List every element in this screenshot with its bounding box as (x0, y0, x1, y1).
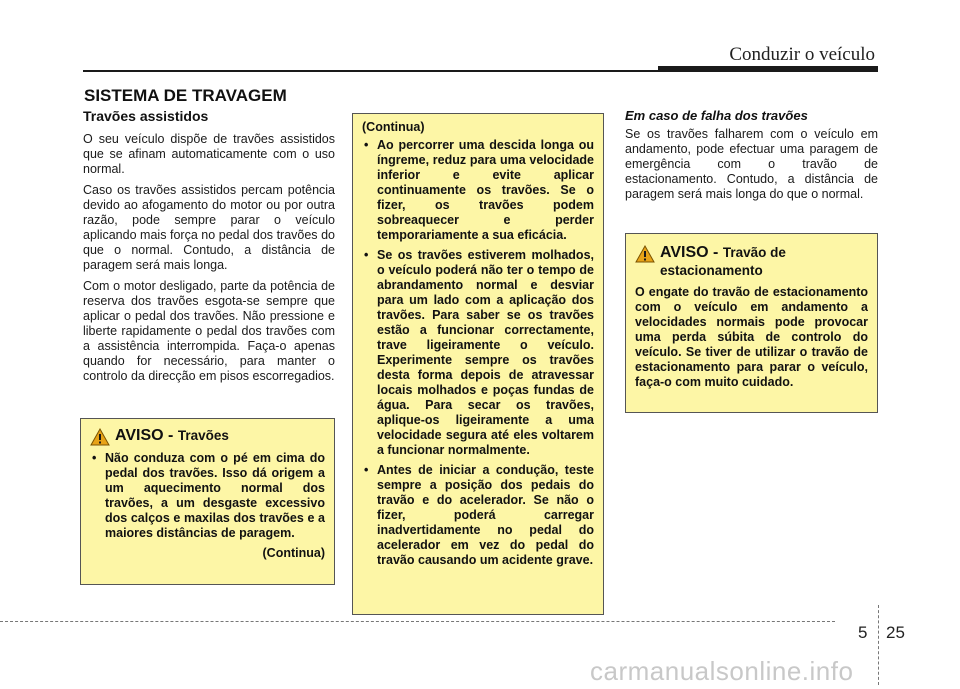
list-item: • Antes de iniciar a condução, teste sempre a posição dos pedais do travão e do acelerador. Se não o fizer, poderá carregar inadvertidamente no pedal do acelerador em vez do pedal do travão causando um acidente grave. (362, 463, 594, 568)
continua-label: (Continua) (262, 546, 325, 560)
warning-box-brakes (80, 418, 335, 585)
warning-keyword: AVISO - (115, 427, 174, 444)
column-right (625, 108, 878, 208)
warning-triangle-icon (90, 428, 110, 446)
warning-triangle-icon (635, 245, 655, 263)
section-title: SISTEMA DE TRAVAGEM (84, 86, 287, 105)
subsection-heading: Travões assistidos (83, 108, 209, 124)
warning-list (90, 451, 325, 541)
paragraph: Caso os travões assistidos percam potência devido ao afogamento do motor ou por outra razão, pode sempre parar o veículo aplicando mais força no pedal dos travões do que o normal. Contudo, a distância de paragem será mais longa. (83, 183, 335, 272)
warning-text: O engate do travão de estacionamento com o veículo em andamento a velocidades normais pode provocar uma perda súbita de controlo do veículo. Se tiver de utilizar o travão de estacionamento para parar o veículo, faça-o com muito cuidado. (635, 285, 868, 389)
list-item: • Se os travões estiverem molhados, o veículo poderá não ter o tempo de abrandamento normal e desviar para um lado com a aplicação dos travões. Para saber se os travões estão a funcionar correctamente, trave ligeiramente o veículo. Experimente sempre os travões desta forma depois de atravessar locais molhados e poças fundas de água. Para secar os travões, aplique-os ligeiramente a uma velocidade segura até eles voltarem a funcionar normalmente. (362, 248, 594, 458)
header-bar (658, 66, 878, 72)
chapter-title: Conduzir o veículo (729, 44, 875, 65)
paragraph: Se os travões falharem com o veículo em andamento, pode efectuar uma paragem de emergência com o travão de estacionamento. Contudo, a distância de paragem será mais longa do que o normal. (625, 127, 878, 201)
warning-list (362, 138, 594, 568)
column-left (83, 108, 335, 390)
warning-subject: Travões (177, 428, 229, 443)
warning-box-continued (352, 113, 604, 615)
chapter-number: 5 (858, 623, 868, 642)
paragraph: Com o motor desligado, parte da potência de reserva dos travões esgota-se sempre que aplicar o pedal dos travões. Não pressione e liberte rapidamente o pedal dos travões com a assistência interrompida. Faça-o apenas quando for necessário, para manter o controlo da direcção em pisos escorregadios. (83, 279, 335, 383)
warning-subject: Travão de estacionamento (660, 245, 786, 278)
list-item: • Ao percorrer uma descida longa ou íngreme, reduz para uma velocidade inferior e evite aplicar continuamente os travões. Se o fizer, os travões podem sobreaquecer e perder temporariamente a sua eficácia. (362, 138, 594, 243)
subsection-heading: Em caso de falha dos travões (625, 108, 808, 123)
footer-divider (878, 605, 879, 685)
warning-box-parking-brake (625, 233, 878, 413)
warning-header (635, 244, 868, 280)
footer-rule (0, 621, 835, 622)
paragraph: O seu veículo dispõe de travões assistidos que se afinam automaticamente com o uso normal. (83, 132, 335, 176)
continua-label: (Continua) (362, 120, 425, 134)
warning-keyword: AVISO - (660, 244, 719, 261)
page-number: 25 (886, 623, 905, 642)
watermark: carmanualsonline.info (590, 656, 854, 686)
warning-header (90, 427, 325, 446)
list-item: • Não conduza com o pé em cima do pedal dos travões. Isso dá origem a um aquecimento normal dos travões, a um desgaste excessivo dos calços e maxilas dos travões e a maiores distâncias de paragem. (90, 451, 325, 541)
